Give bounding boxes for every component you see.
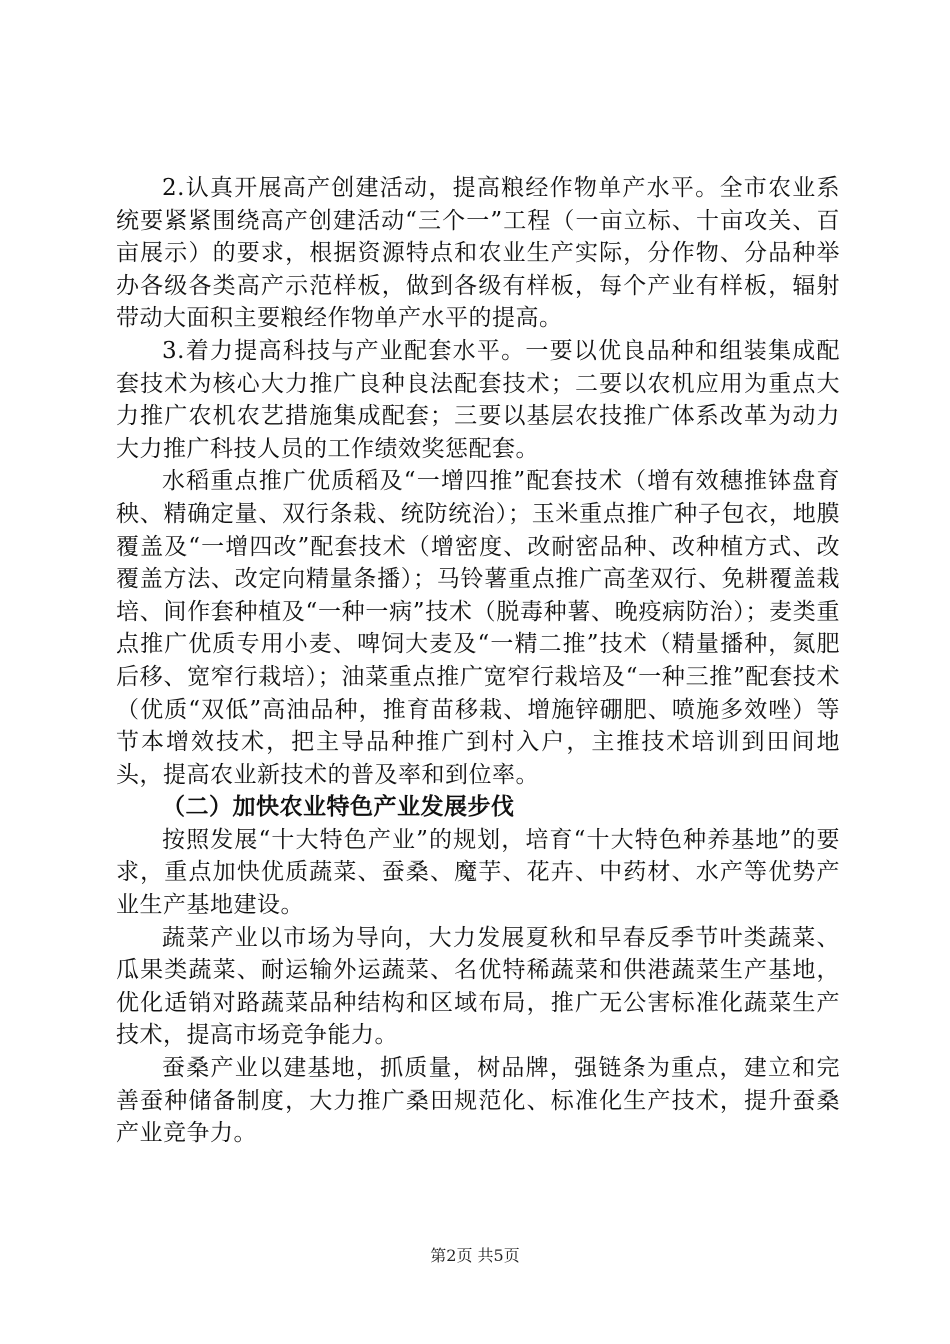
page-footer: 第2页 共5页 <box>430 1246 520 1265</box>
document-body <box>116 172 840 1150</box>
paragraph-vegetables: 蔬菜产业以市场为导向，大力发展夏秋和早春反季节叶类蔬菜、瓜果类蔬菜、耐运输外运蔬菜、名优特稀蔬菜和供港蔬菜生产基地，优化适销对路蔬菜品种结构和区域布局，推广无公害标准化蔬菜生产技术，提高市场竞争能力。 <box>116 924 840 1049</box>
paragraph-special-industries: 按照发展“十大特色产业”的规划，培育“十大特色种养基地”的要求，重点加快优质蔬菜、蚕桑、魔芋、花卉、中药材、水产等优势产业生产基地建设。 <box>116 826 840 919</box>
paragraph-high-yield: 2.认真开展高产创建活动，提高粮经作物单产水平。全市农业系统要紧紧围绕高产创建活动“三个一”工程（一亩立标、十亩攻关、百亩展示）的要求，根据资源特点和农业生产实际，分作物、分品种举办各级各类高产示范样板，做到各级有样板，每个产业有样板，辐射带动大面积主要粮经作物单产水平的提高。 <box>116 175 840 332</box>
paragraph-tech-support: 3.着力提高科技与产业配套水平。一要以优良品种和组装集成配套技术为核心大力推广良种良法配套技术；二要以农机应用为重点大力推广农机农艺措施集成配套；三要以基层农技推广体系改革为动力大力推广科技人员的工作绩效奖惩配套。 <box>116 337 840 462</box>
section-heading: （二）加快农业特色产业发展步伐 <box>162 794 515 821</box>
paragraph-crop-techniques: 水稻重点推广优质稻及“一增四推”配套技术（增有效穗推钵盘育秧、精确定量、双行条栽、统防统治）；玉米重点推广种子包衣，地膜覆盖及“一增四改”配套技术（增密度、改耐密品种、改种植方式、改覆盖方法、改定向精量条播）；马铃薯重点推广高垄双行、免耕覆盖栽培、间作套种植及“一种一病”技术（脱毒种薯、晚疫病防治）；麦类重点推广优质专用小麦、啤饲大麦及“一精二推”技术（精量播种，氮肥后移、宽窄行栽培）；油菜重点推广宽窄行栽培及“一种三推”配套技术（优质“双低”高油品种，推育苗移栽、增施锌硼肥、喷施多效唑）等节本增效技术，把主导品种推广到村入户，主推技术培训到田间地头，提高农业新技术的普及率和到位率。 <box>116 468 840 788</box>
paragraph-sericulture: 蚕桑产业以建基地，抓质量，树品牌，强链条为重点，建立和完善蚕种储备制度，大力推广桑田规范化、标准化生产技术，提升蚕桑产业竞争力。 <box>116 1055 840 1147</box>
